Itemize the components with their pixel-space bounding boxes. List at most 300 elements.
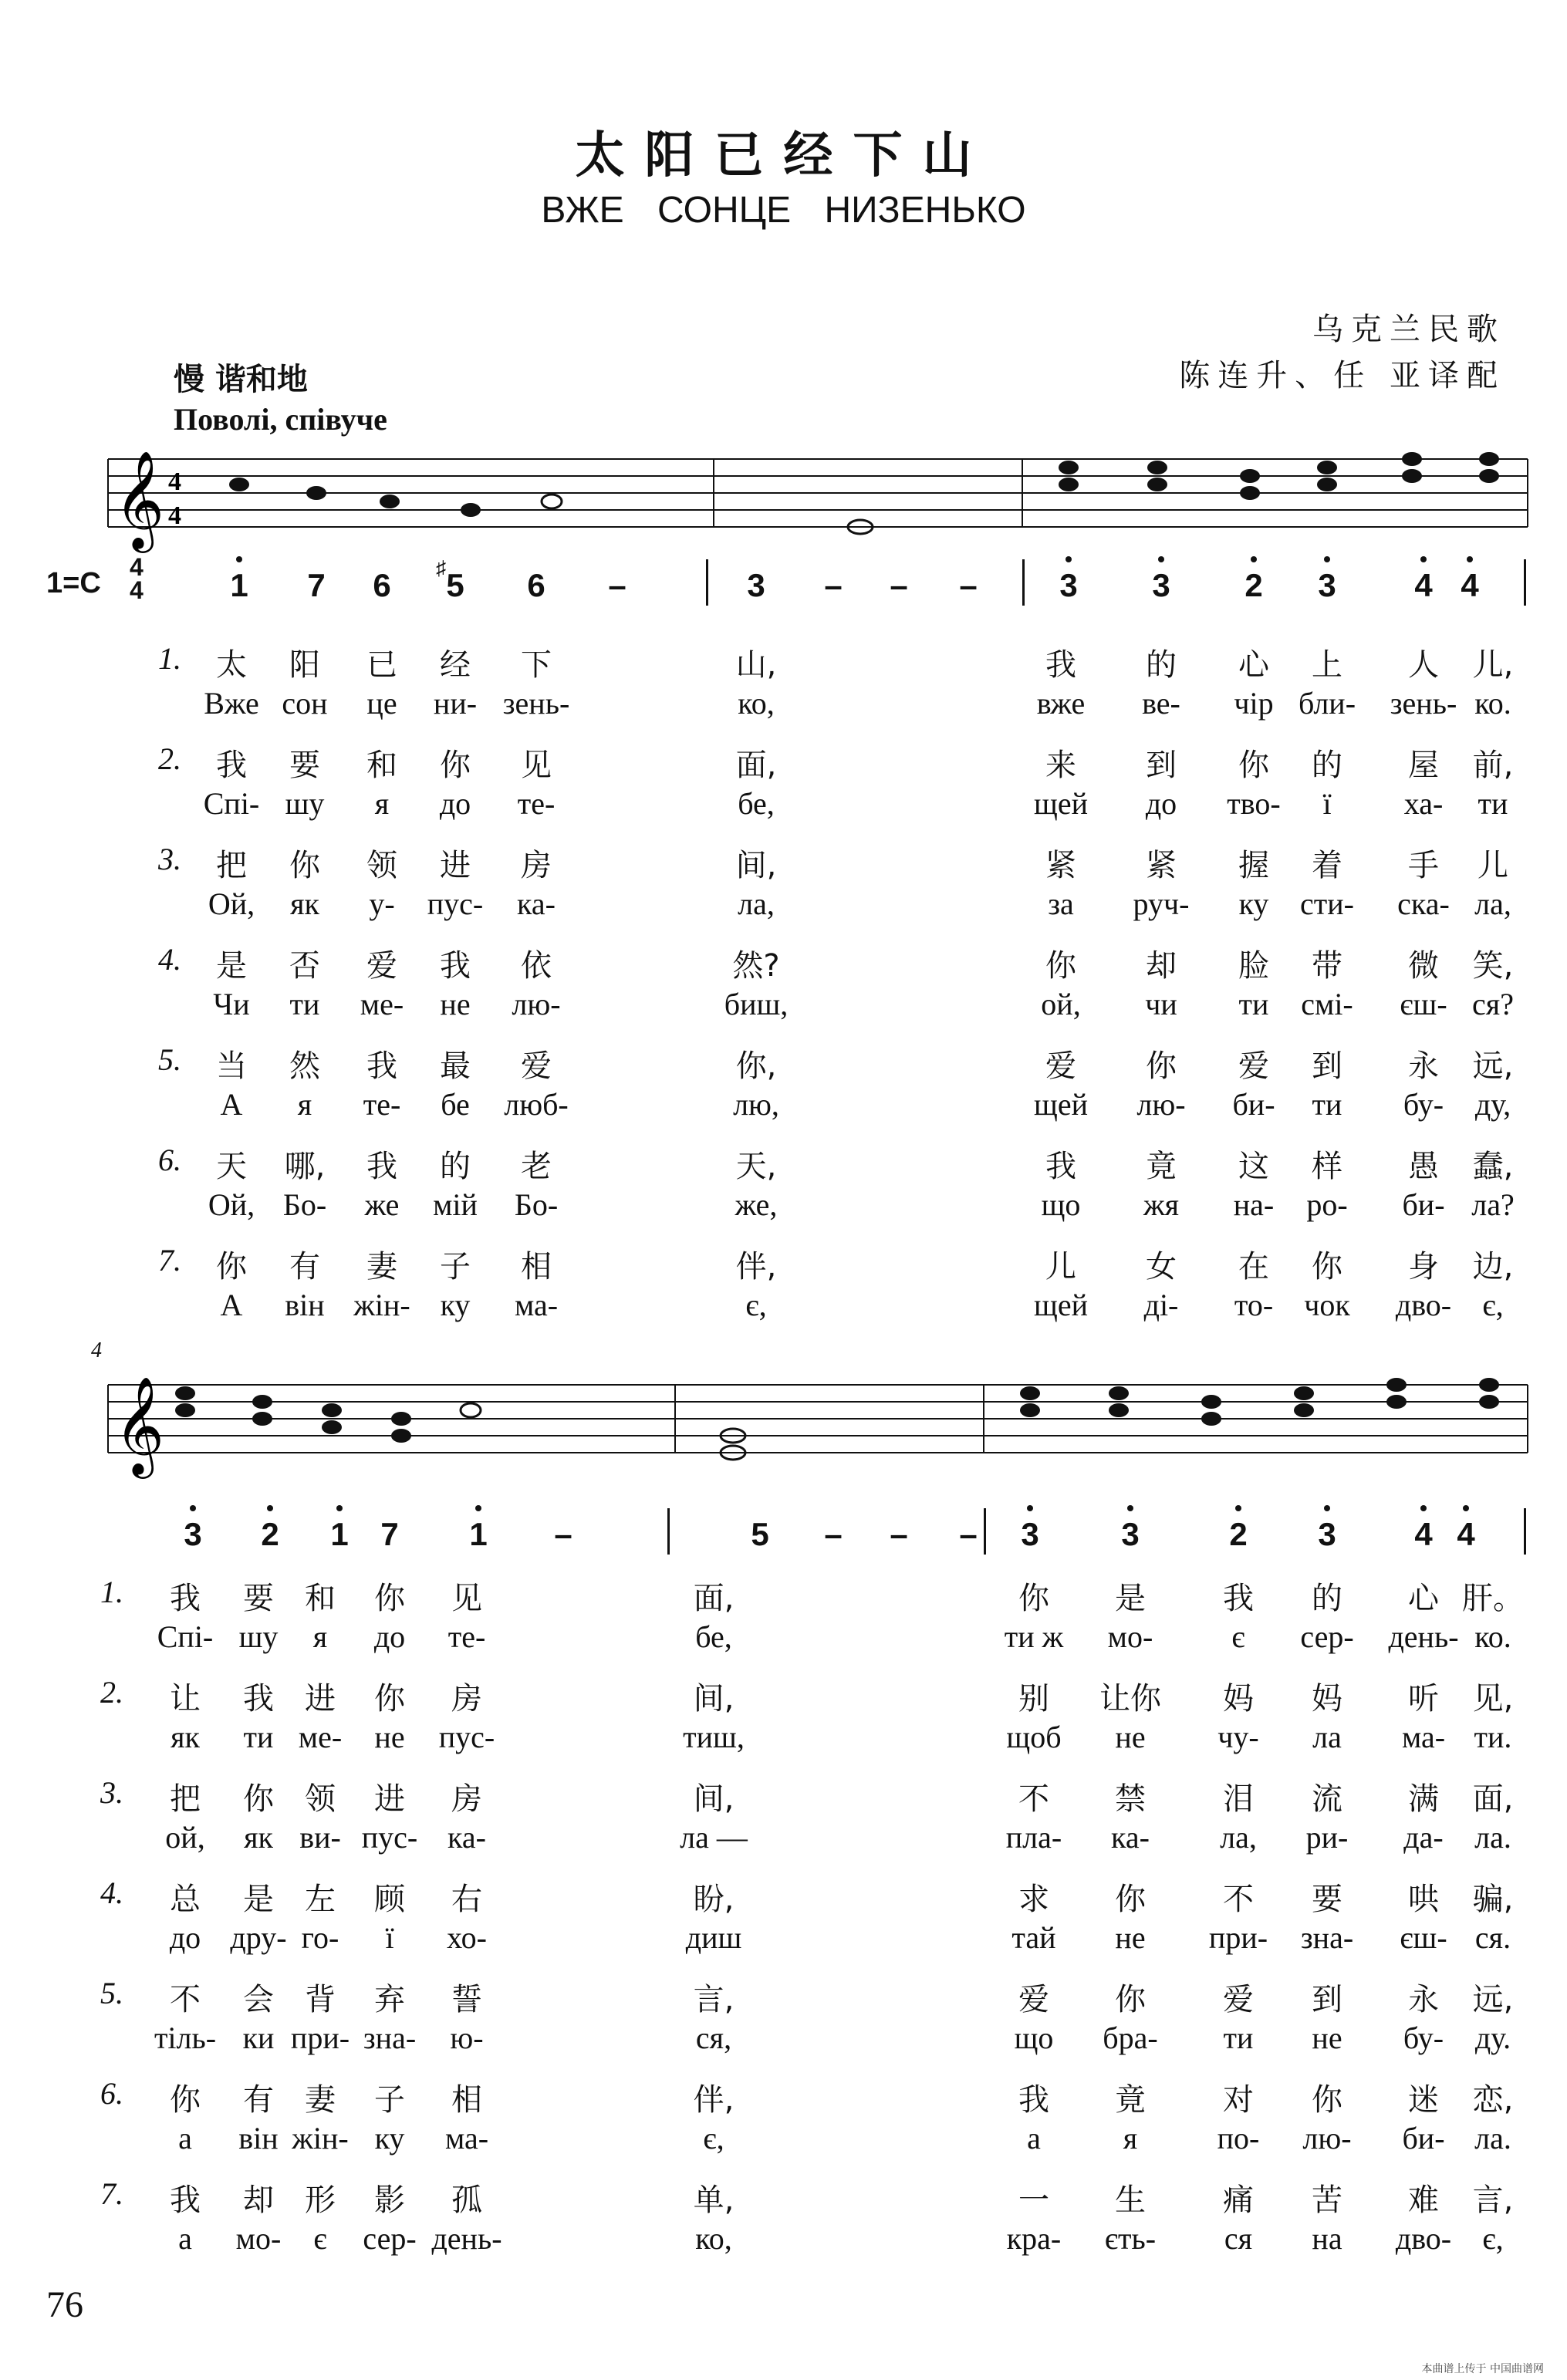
lyric-syllable-chinese: 我 xyxy=(1223,1581,1254,1616)
verse-number: 5. xyxy=(100,1976,123,2010)
lyric-syllable-chinese: 爱 xyxy=(521,1048,552,1084)
lyric-syllable-ukrainian: він xyxy=(238,2121,279,2156)
lyric-syllable-ukrainian: я xyxy=(312,1619,328,1654)
lyric-syllable-chinese: 你 xyxy=(1018,1581,1049,1616)
svg-text:4: 4 xyxy=(168,468,181,496)
lyric-syllable-ukrainian: биш, xyxy=(724,987,789,1021)
lyric-syllable-ukrainian: да- xyxy=(1403,1820,1444,1855)
lyric-syllable-chinese: 你 xyxy=(289,848,320,883)
verse-number: 4. xyxy=(158,942,181,977)
lyric-syllable-chinese: 儿 xyxy=(1478,848,1508,883)
lyric-syllable-ukrainian: го- xyxy=(301,1920,339,1955)
lyric-syllable-chinese: 天 xyxy=(216,1149,247,1184)
lyric-syllable-ukrainian: ти xyxy=(1223,2020,1254,2055)
lyric-syllable-chinese: 来 xyxy=(1045,748,1076,783)
svg-text:4: 4 xyxy=(168,501,181,530)
lyric-syllable-chinese: 是 xyxy=(1115,1581,1146,1616)
lyric-syllable-chinese: 我 xyxy=(170,1581,201,1616)
lyric-syllable-chinese: 笑, xyxy=(1472,948,1514,984)
page-number: 76 xyxy=(46,2284,83,2325)
numbered-note: – xyxy=(608,567,626,603)
lyric-syllable-ukrainian: ї xyxy=(1322,786,1332,821)
lyric-syllable-chinese: 握 xyxy=(1238,848,1269,883)
lyric-syllable-chinese: 你 xyxy=(374,1581,405,1616)
lyric-syllable-chinese: 言, xyxy=(693,1982,735,2017)
lyric-syllable-chinese: 心 xyxy=(1408,1581,1439,1616)
lyric-syllable-ukrainian: же, xyxy=(735,1187,778,1222)
lyric-syllable-chinese: 要 xyxy=(1312,1882,1342,1917)
lyric-syllable-chinese: 爱 xyxy=(1045,1048,1076,1084)
lyric-syllable-chinese: 依 xyxy=(521,948,552,984)
lyric-syllable-ukrainian: те- xyxy=(517,786,556,821)
lyric-syllable-chinese: 样 xyxy=(1312,1149,1342,1184)
lyric-syllable-ukrainian: за xyxy=(1048,886,1074,921)
lyric-syllable-chinese: 你 xyxy=(1312,1249,1342,1285)
lyric-syllable-chinese: 让 xyxy=(170,1681,201,1717)
numbered-note: – xyxy=(890,567,908,603)
lyric-syllable-ukrainian: ка- xyxy=(447,1820,486,1855)
lyric-syllable-ukrainian: тай xyxy=(1011,1920,1056,1955)
lyric-syllable-ukrainian: ко. xyxy=(1474,686,1511,721)
lyric-syllable-chinese: 见 xyxy=(521,748,552,783)
lyric-syllable-ukrainian: ду, xyxy=(1474,1087,1511,1122)
lyric-syllable-chinese: 竟 xyxy=(1115,2082,1146,2118)
numbered-note: 3 xyxy=(170,1516,216,1553)
lyric-syllable-ukrainian: бу- xyxy=(1403,2020,1444,2055)
lyric-syllable-ukrainian: при- xyxy=(1208,1920,1268,1955)
lyric-syllable-ukrainian: що xyxy=(1041,1187,1081,1222)
lyric-syllable-ukrainian: ки xyxy=(242,2020,275,2055)
numbered-note: 1 xyxy=(455,1516,502,1553)
lyric-syllable-chinese: 妈 xyxy=(1223,1681,1254,1717)
lyric-syllable-ukrainian: лю, xyxy=(733,1087,779,1122)
lyric-syllable-ukrainian: ї xyxy=(385,1920,394,1955)
lyric-syllable-ukrainian: дво- xyxy=(1395,1288,1452,1322)
bar-line xyxy=(706,559,708,606)
lyric-syllable-chinese: 间, xyxy=(735,848,777,883)
lyric-syllable-ukrainian: лю- xyxy=(512,987,561,1021)
lyric-syllable-ukrainian: ла, xyxy=(1474,886,1511,921)
lyric-syllable-chinese: 的 xyxy=(440,1149,471,1184)
lyric-syllable-ukrainian: сон xyxy=(282,686,328,721)
lyric-syllable-chinese: 愚 xyxy=(1408,1149,1439,1184)
lyric-syllable-chinese: 带 xyxy=(1312,948,1342,984)
lyric-syllable-chinese: 你 xyxy=(1115,1982,1146,2017)
staff-system-1 xyxy=(108,451,1528,559)
lyric-syllable-ukrainian: що xyxy=(1014,2020,1054,2055)
lyric-syllable-ukrainian: ко, xyxy=(738,686,775,721)
lyric-syllable-chinese: 形 xyxy=(305,2183,336,2218)
lyric-syllable-ukrainian: як xyxy=(244,1820,273,1855)
lyric-syllable-chinese: 儿 xyxy=(1045,1249,1076,1285)
lyric-syllable-chinese: 阳 xyxy=(289,647,320,683)
lyric-syllable-chinese: 求 xyxy=(1018,1882,1049,1917)
lyric-syllable-chinese: 女 xyxy=(1146,1249,1177,1285)
lyric-syllable-ukrainian: ла. xyxy=(1474,1820,1511,1855)
lyric-syllable-ukrainian: ма- xyxy=(444,2121,489,2156)
lyric-syllable-ukrainian: ой, xyxy=(1041,987,1081,1021)
lyric-syllable-chinese: 你 xyxy=(1146,1048,1177,1084)
numbered-note: – xyxy=(554,1516,572,1552)
lyric-syllable-ukrainian: А xyxy=(220,1087,243,1122)
lyric-syllable-ukrainian: чи xyxy=(1145,987,1177,1021)
lyric-syllable-ukrainian: щоб xyxy=(1006,1720,1062,1754)
lyric-syllable-chinese: 间, xyxy=(693,1681,735,1717)
lyric-syllable-chinese: 紧 xyxy=(1146,848,1177,883)
lyric-syllable-chinese: 满 xyxy=(1408,1781,1439,1817)
lyric-syllable-ukrainian: щей xyxy=(1034,786,1088,821)
lyric-syllable-ukrainian: до xyxy=(439,786,471,821)
lyric-syllable-ukrainian: чір xyxy=(1234,686,1274,721)
lyric-syllable-chinese: 永 xyxy=(1408,1982,1439,2017)
lyric-syllable-ukrainian: Вже xyxy=(204,686,259,721)
lyric-syllable-ukrainian: ла, xyxy=(1220,1820,1257,1855)
numbered-note: 4 xyxy=(1400,1516,1447,1553)
lyric-syllable-chinese: 屋 xyxy=(1408,748,1439,783)
lyric-syllable-ukrainian: не xyxy=(374,1720,405,1754)
lyric-syllable-ukrainian: сти- xyxy=(1300,886,1354,921)
lyric-syllable-ukrainian: ду. xyxy=(1474,2020,1511,2055)
lyric-syllable-chinese: 当 xyxy=(216,1048,247,1084)
lyric-syllable-ukrainian: ко, xyxy=(695,2221,732,2256)
lyric-syllable-chinese: 到 xyxy=(1146,748,1177,783)
lyric-syllable-chinese: 领 xyxy=(366,848,397,883)
lyric-syllable-chinese: 让你 xyxy=(1099,1681,1161,1717)
lyric-syllable-chinese: 骗, xyxy=(1472,1882,1514,1917)
lyric-syllable-ukrainian: ме- xyxy=(360,987,404,1021)
lyric-syllable-chinese: 下 xyxy=(521,647,552,683)
lyric-syllable-ukrainian: Спі- xyxy=(157,1619,214,1654)
lyric-syllable-ukrainian: а xyxy=(178,2221,192,2256)
lyric-syllable-chinese: 我 xyxy=(170,2183,201,2218)
lyric-syllable-ukrainian: ой, xyxy=(165,1820,205,1855)
lyric-syllable-ukrainian: ку xyxy=(440,1288,471,1322)
lyric-syllable-ukrainian: Спі- xyxy=(203,786,260,821)
lyric-syllable-ukrainian: зень- xyxy=(1390,686,1457,721)
lyric-syllable-ukrainian: шу xyxy=(238,1619,279,1654)
lyric-syllable-chinese: 不 xyxy=(1223,1882,1254,1917)
lyric-syllable-ukrainian: тво- xyxy=(1227,786,1281,821)
lyric-syllable-chinese: 你 xyxy=(1312,2082,1342,2118)
lyric-syllable-ukrainian: ку xyxy=(374,2121,405,2156)
lyric-syllable-chinese: 要 xyxy=(243,1581,274,1616)
lyric-syllable-chinese: 经 xyxy=(440,647,471,683)
lyric-syllable-chinese: 房 xyxy=(451,1781,482,1817)
lyric-syllable-ukrainian: щей xyxy=(1034,1087,1088,1122)
lyric-syllable-ukrainian: мо- xyxy=(1107,1619,1153,1654)
lyric-syllable-ukrainian: ла? xyxy=(1471,1187,1515,1222)
numbered-note: 5 xyxy=(751,1516,769,1552)
lyric-syllable-ukrainian: сер- xyxy=(363,2221,417,2256)
numbered-note: 3 xyxy=(747,567,765,603)
lyric-syllable-ukrainian: ла xyxy=(1312,1720,1342,1754)
verse-number: 7. xyxy=(158,1243,181,1278)
lyric-syllable-chinese: 恋, xyxy=(1472,2082,1514,2118)
lyric-syllable-ukrainian: ді- xyxy=(1143,1288,1179,1322)
lyric-syllable-ukrainian: не xyxy=(1115,1920,1146,1955)
lyric-syllable-ukrainian: він xyxy=(285,1288,325,1322)
lyric-syllable-chinese: 这 xyxy=(1238,1149,1269,1184)
lyric-syllable-chinese: 影 xyxy=(374,2183,405,2218)
lyric-syllable-chinese: 会 xyxy=(243,1982,274,2017)
lyric-syllable-ukrainian: як xyxy=(171,1720,200,1754)
lyric-syllable-chinese: 房 xyxy=(451,1681,482,1717)
lyric-syllable-chinese: 肝。 xyxy=(1462,1581,1524,1616)
lyric-syllable-ukrainian: лю- xyxy=(1136,1087,1186,1122)
lyric-syllable-ukrainian: а xyxy=(1027,2121,1041,2156)
lyric-syllable-chinese: 是 xyxy=(216,948,247,984)
verse-number: 4. xyxy=(100,1875,123,1910)
numbered-note: – xyxy=(959,567,978,603)
lyric-syllable-chinese: 你 xyxy=(374,1681,405,1717)
lyric-syllable-ukrainian: єть- xyxy=(1104,2221,1157,2256)
lyric-syllable-chinese: 进 xyxy=(374,1781,405,1817)
lyric-syllable-chinese: 是 xyxy=(243,1882,274,1917)
lyric-syllable-ukrainian: ти. xyxy=(1474,1720,1512,1754)
lyric-syllable-ukrainian: не xyxy=(1312,2020,1342,2055)
lyric-syllable-ukrainian: бе, xyxy=(695,1619,732,1654)
lyric-syllable-chinese: 却 xyxy=(1146,948,1177,984)
lyric-syllable-chinese: 你 xyxy=(1115,1882,1146,1917)
lyric-syllable-chinese: 到 xyxy=(1312,1982,1342,2017)
lyric-syllable-chinese: 在 xyxy=(1238,1249,1269,1285)
lyric-syllable-chinese: 远, xyxy=(1472,1982,1514,2017)
song-title-chinese: 太阳已经下山 xyxy=(575,127,992,184)
measure-number: 4 xyxy=(91,1339,102,1362)
lyric-syllable-ukrainian: зна- xyxy=(1300,1920,1354,1955)
lyric-syllable-chinese: 心 xyxy=(1238,647,1269,683)
lyric-syllable-chinese: 不 xyxy=(170,1982,201,2017)
lyric-syllable-ukrainian: диш xyxy=(685,1920,742,1955)
lyric-syllable-chinese: 间, xyxy=(693,1781,735,1817)
lyric-syllable-ukrainian: ся, xyxy=(695,2020,732,2055)
lyric-syllable-ukrainian: пус- xyxy=(427,886,484,921)
lyric-syllable-ukrainian: жя xyxy=(1143,1187,1180,1222)
lyric-syllable-chinese: 我 xyxy=(1045,1149,1076,1184)
lyric-syllable-chinese: 的 xyxy=(1312,748,1342,783)
lyric-syllable-ukrainian: ма- xyxy=(1401,1720,1446,1754)
lyric-syllable-ukrainian: ти xyxy=(1312,1087,1342,1122)
verse-number: 6. xyxy=(158,1143,181,1177)
time-signature: 4 4 xyxy=(130,553,144,604)
lyric-syllable-ukrainian: на xyxy=(1312,2221,1342,2256)
numbered-note: 7 xyxy=(307,567,326,603)
lyric-syllable-ukrainian: я xyxy=(297,1087,312,1122)
numbered-note: – xyxy=(824,567,843,603)
lyric-syllable-ukrainian: ска- xyxy=(1397,886,1450,921)
lyric-syllable-chinese: 最 xyxy=(440,1048,471,1084)
lyric-syllable-ukrainian: вже xyxy=(1036,686,1086,721)
lyric-syllable-ukrainian: пла- xyxy=(1005,1820,1062,1855)
lyric-syllable-chinese: 哪, xyxy=(284,1149,326,1184)
lyric-syllable-ukrainian: тиш, xyxy=(683,1720,745,1754)
lyric-syllable-ukrainian: ри- xyxy=(1305,1820,1349,1855)
lyric-syllable-chinese: 边, xyxy=(1472,1249,1514,1285)
treble-clef-icon: 𝄞 xyxy=(114,450,165,549)
lyric-syllable-ukrainian: тіль- xyxy=(154,2020,217,2055)
verse-number: 3. xyxy=(100,1775,123,1810)
lyric-syllable-chinese: 和 xyxy=(366,748,397,783)
lyric-syllable-chinese: 上 xyxy=(1312,647,1342,683)
numbered-note: – xyxy=(890,1516,908,1552)
tempo-marking-chinese: 慢 谐和地 xyxy=(174,362,308,397)
lyric-syllable-chinese: 要 xyxy=(289,748,320,783)
lyric-syllable-chinese: 儿, xyxy=(1472,647,1514,683)
lyric-syllable-ukrainian: ка- xyxy=(517,886,556,921)
lyric-syllable-chinese: 我 xyxy=(1018,2082,1049,2118)
lyric-syllable-ukrainian: ти xyxy=(1238,987,1269,1021)
lyric-syllable-chinese: 不 xyxy=(1018,1781,1049,1817)
lyric-syllable-ukrainian: ти xyxy=(289,987,320,1021)
lyric-syllable-chinese: 竟 xyxy=(1146,1149,1177,1184)
lyric-syllable-chinese: 孤 xyxy=(451,2183,482,2218)
lyric-syllable-chinese: 有 xyxy=(289,1249,320,1285)
lyric-syllable-chinese: 妻 xyxy=(305,2082,336,2118)
lyric-syllable-ukrainian: бра- xyxy=(1103,2020,1158,2055)
lyric-syllable-chinese: 单, xyxy=(693,2183,735,2218)
lyric-syllable-chinese: 把 xyxy=(170,1781,201,1817)
numbered-note: 3 xyxy=(1304,1516,1350,1553)
lyric-syllable-ukrainian: щей xyxy=(1034,1288,1088,1322)
lyric-syllable-ukrainian: день- xyxy=(1388,1619,1459,1654)
lyric-syllable-chinese: 已 xyxy=(366,647,397,683)
numbered-note: 3 xyxy=(1107,1516,1153,1553)
lyric-syllable-ukrainian: би- xyxy=(1232,1087,1275,1122)
numbered-note: 2 xyxy=(247,1516,293,1553)
lyric-syllable-ukrainian: те- xyxy=(363,1087,401,1122)
lyric-syllable-chinese: 言, xyxy=(1472,2183,1514,2218)
lyric-syllable-chinese: 紧 xyxy=(1045,848,1076,883)
lyric-syllable-chinese: 老 xyxy=(521,1149,552,1184)
lyric-syllable-ukrainian: є, xyxy=(745,1288,767,1322)
lyric-syllable-chinese: 身 xyxy=(1408,1249,1439,1285)
lyric-syllable-chinese: 苦 xyxy=(1312,2183,1342,2218)
lyric-syllable-chinese: 我 xyxy=(440,948,471,984)
lyric-syllable-chinese: 你 xyxy=(216,1249,247,1285)
lyric-syllable-ukrainian: смі- xyxy=(1301,987,1353,1021)
lyric-syllable-ukrainian: у- xyxy=(369,886,395,921)
lyric-syllable-chinese: 的 xyxy=(1146,647,1177,683)
lyric-syllable-ukrainian: є, xyxy=(1482,1288,1504,1322)
bar-line xyxy=(667,1508,670,1555)
lyric-syllable-chinese: 永 xyxy=(1408,1048,1439,1084)
lyric-syllable-ukrainian: по- xyxy=(1217,2121,1260,2156)
bar-line xyxy=(1524,559,1526,606)
lyric-syllable-ukrainian: ла — xyxy=(680,1820,748,1855)
numbered-note: 1 xyxy=(316,1516,363,1553)
lyric-syllable-ukrainian: ла. xyxy=(1474,2121,1511,2156)
lyric-syllable-chinese: 面, xyxy=(693,1581,735,1616)
lyric-syllable-ukrainian: ю- xyxy=(450,2020,484,2055)
lyric-syllable-chinese: 爱 xyxy=(1223,1982,1254,2017)
lyric-syllable-chinese: 你 xyxy=(170,2082,201,2118)
lyric-syllable-chinese: 誓 xyxy=(451,1982,482,2017)
lyric-syllable-ukrainian: ве- xyxy=(1142,686,1180,721)
lyric-syllable-ukrainian: би- xyxy=(1402,2121,1445,2156)
lyric-syllable-ukrainian: це xyxy=(366,686,397,721)
lyric-syllable-chinese: 生 xyxy=(1115,2183,1146,2218)
lyric-syllable-ukrainian: не xyxy=(440,987,471,1021)
lyric-syllable-chinese: 进 xyxy=(305,1681,336,1717)
lyric-syllable-chinese: 和 xyxy=(305,1581,336,1616)
lyric-syllable-chinese: 左 xyxy=(305,1882,336,1917)
lyric-syllable-ukrainian: жін- xyxy=(292,2121,349,2156)
lyric-syllable-chinese: 太 xyxy=(216,647,247,683)
lyric-syllable-chinese: 别 xyxy=(1018,1681,1049,1717)
lyric-syllable-ukrainian: пус- xyxy=(438,1720,495,1754)
lyric-syllable-chinese: 然? xyxy=(732,948,780,984)
lyric-syllable-chinese: 你 xyxy=(1238,748,1269,783)
lyric-syllable-chinese: 禁 xyxy=(1115,1781,1146,1817)
numbered-note: 3 xyxy=(1304,567,1350,604)
lyric-syllable-chinese: 相 xyxy=(521,1249,552,1285)
lyric-syllable-chinese: 进 xyxy=(440,848,471,883)
lyric-syllable-ukrainian: чок xyxy=(1304,1288,1350,1322)
lyric-syllable-ukrainian: то- xyxy=(1234,1288,1274,1322)
lyric-syllable-chinese: 见, xyxy=(1472,1681,1514,1717)
lyric-syllable-chinese: 面, xyxy=(1472,1781,1514,1817)
lyric-syllable-ukrainian: ти xyxy=(1478,786,1508,821)
lyric-syllable-ukrainian: бе, xyxy=(738,786,775,821)
lyric-syllable-ukrainian: ко. xyxy=(1474,1619,1511,1654)
treble-clef-icon: 𝄞 xyxy=(114,1376,165,1474)
lyric-syllable-chinese: 却 xyxy=(243,2183,274,2218)
lyric-syllable-ukrainian: я xyxy=(374,786,390,821)
lyric-syllable-chinese: 你, xyxy=(735,1048,777,1084)
lyric-syllable-chinese: 子 xyxy=(374,2082,405,2118)
lyric-syllable-ukrainian: ти ж xyxy=(1004,1619,1064,1654)
lyric-syllable-chinese: 微 xyxy=(1408,948,1439,984)
lyric-syllable-chinese: 房 xyxy=(521,848,552,883)
lyric-syllable-ukrainian: ся. xyxy=(1474,1920,1511,1955)
lyric-syllable-chinese: 你 xyxy=(1045,948,1076,984)
lyric-syllable-ukrainian: мій xyxy=(433,1187,478,1222)
lyric-syllable-ukrainian: Ой, xyxy=(208,1187,255,1222)
lyric-syllable-chinese: 否 xyxy=(289,948,320,984)
lyric-syllable-chinese: 难 xyxy=(1408,2183,1439,2218)
lyric-syllable-ukrainian: ся? xyxy=(1472,987,1514,1021)
lyric-syllable-ukrainian: ку xyxy=(1238,886,1269,921)
lyric-syllable-ukrainian: є xyxy=(1231,1619,1245,1654)
lyric-syllable-chinese: 伴, xyxy=(693,2082,735,2118)
lyric-syllable-chinese: 伴, xyxy=(735,1249,777,1285)
lyric-syllable-ukrainian: Чи xyxy=(213,987,250,1021)
lyric-syllable-ukrainian: лю- xyxy=(1302,2121,1352,2156)
key-signature: 1=C xyxy=(46,567,101,599)
lyric-syllable-ukrainian: ни- xyxy=(433,686,478,721)
lyric-syllable-ukrainian: бе xyxy=(441,1087,470,1122)
numbered-note: 1 xyxy=(216,567,262,604)
numbered-note: 3 xyxy=(1007,1516,1053,1553)
lyric-syllable-chinese: 天, xyxy=(735,1149,777,1184)
lyric-syllable-chinese: 蠢, xyxy=(1472,1149,1514,1184)
lyric-syllable-ukrainian: пус- xyxy=(361,1820,418,1855)
lyric-syllable-ukrainian: руч- xyxy=(1133,886,1190,921)
numbered-note: 5 ♯ xyxy=(436,556,464,603)
lyric-syllable-chinese: 山, xyxy=(735,647,777,683)
footer-watermark: 本曲谱上传于 中国曲谱网 xyxy=(1421,2363,1544,2375)
verse-number: 2. xyxy=(100,1675,123,1710)
lyric-syllable-chinese: 我 xyxy=(366,1048,397,1084)
lyric-syllable-chinese: 把 xyxy=(216,848,247,883)
lyric-syllable-chinese: 着 xyxy=(1312,848,1342,883)
lyric-syllable-ukrainian: люб- xyxy=(504,1087,569,1122)
numbered-note: 7 xyxy=(380,1516,399,1552)
lyric-syllable-ukrainian: жін- xyxy=(353,1288,410,1322)
lyric-syllable-ukrainian: мо- xyxy=(235,2221,282,2256)
lyric-syllable-chinese: 右 xyxy=(451,1882,482,1917)
lyric-syllable-ukrainian: А xyxy=(220,1288,243,1322)
